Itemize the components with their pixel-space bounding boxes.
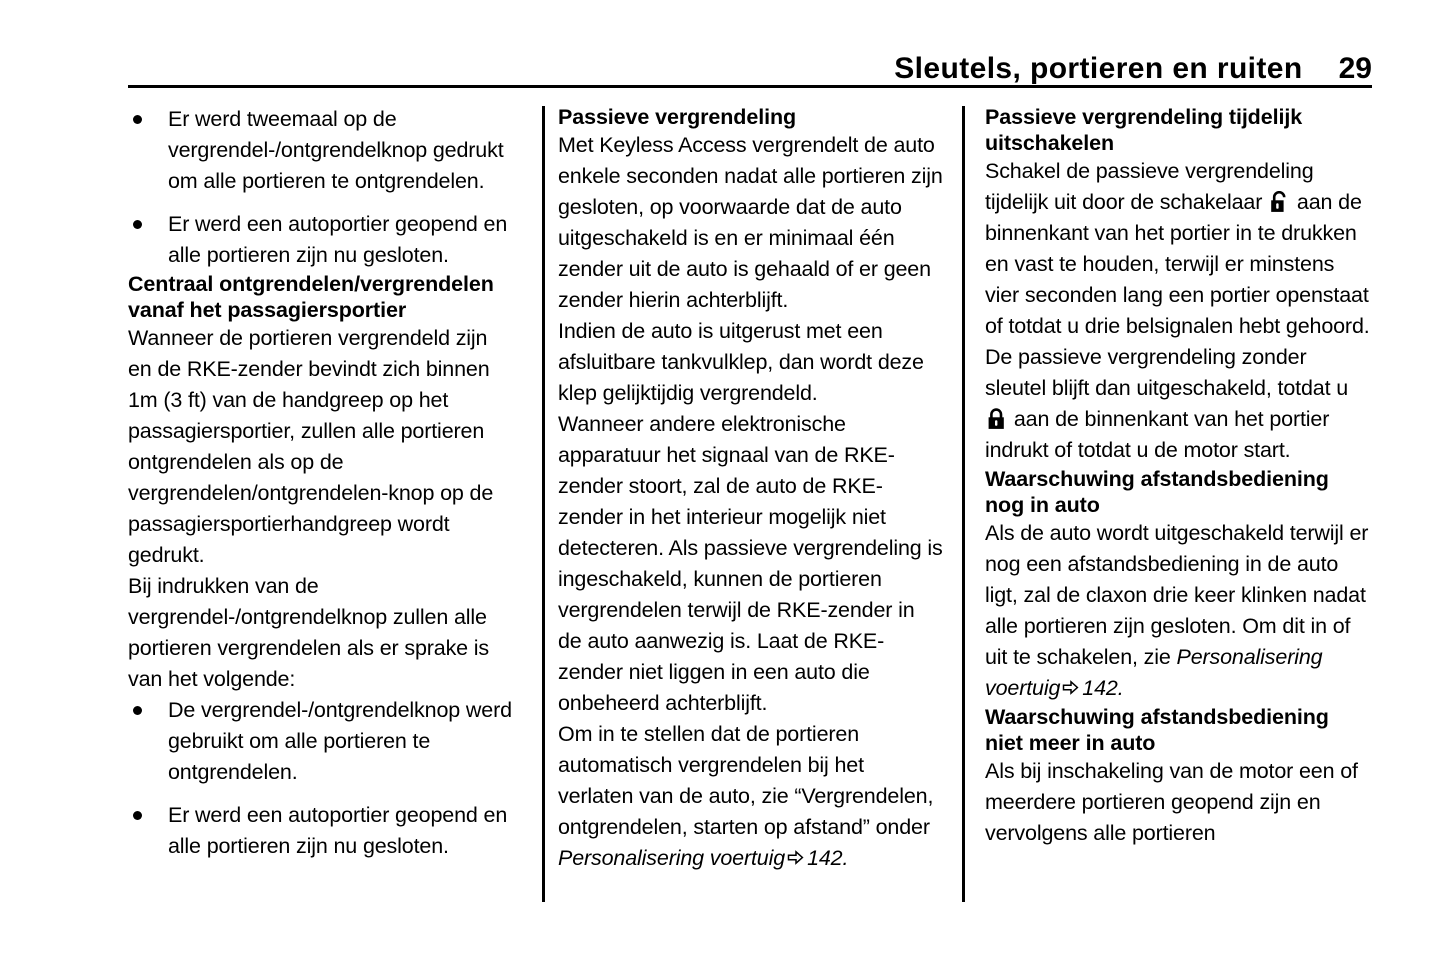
bullet-dot-icon [133,811,142,820]
cross-reference-arrow-icon [787,849,804,866]
unlock-icon [1270,191,1289,213]
cross-reference-period: . [1117,676,1124,700]
page-number: 29 [1338,52,1372,85]
column-1 [128,104,513,924]
cross-reference-period: . [842,846,849,870]
column-divider-2 [962,106,965,902]
list-item [128,800,513,862]
paragraph-passagiersportier: Wanneer de portieren vergrendeld zijn en de RKE-zender bevindt zich binnen 1m (3 ft) van de handgreep op het passagiersportier, zullen alle portieren ontgrendelen als op de vergrendelen/ontgrendelen-knop op de passagiersportierhandgreep wordt gedrukt. [128,326,494,567]
list-item [128,695,513,788]
paragraph-text-lead: Schakel de passieve vergrendeling tijdelijk uit door de schakelaar [985,159,1314,214]
paragraph-keyless-access: Met Keyless Access vergrendelt de auto enkele seconden nadat alle portieren zijn gesloten, op voorwaarde dat de auto uitgeschakeld is en er minimaal één zender uit de auto is gehaald of er geen zender hierin achterblijft. [558,133,943,312]
header-divider-rule [128,85,1372,88]
section-heading-waarschuwing-nog-in-auto: Waarschuwing afstandsbediening nog in auto [985,467,1329,517]
page-header [128,38,1372,84]
paragraph-waarschuwing-niet-meer-in-auto: Als bij inschakeling van de motor een of meerdere portieren geopend zijn en vervolgens alle portieren [985,759,1358,845]
paragraph-text-lead: Om in te stellen dat de portieren automatisch vergrendelen bij het verlaten van de auto, zie “Vergrendelen, ontgrendelen, starten op afstand” onder [558,722,934,839]
bullet-list-bottom [128,695,513,862]
cross-reference-label: Personalisering voertuig [985,645,1323,700]
bullet-dot-icon [133,115,142,124]
cross-reference-page: 142 [807,846,843,870]
paragraph-elektronische-apparatuur: Wanneer andere elektronische apparatuur het signaal van de RKE-zender stoort, zal de auto de RKE-zender in het interieur mogelijk niet detecteren. Als passieve vergrendeling is ingeschakeld, kunnen de portieren vergrendelen terwijl de RKE-zender in de auto aanwezig is. Laat de RKE-zender niet liggen in een auto die onbeheerd achterblijft. [558,412,943,715]
paragraph-text-tail: aan de binnenkant van het portier indrukt of totdat u de motor start. [985,407,1330,462]
paragraph-tijdelijk-uitschakelen [985,156,1370,466]
paragraph-vergrendelknop: Bij indrukken van de vergrendel-/ontgrendelknop zullen alle portieren vergrendelen als er sprake is van het volgende: [128,574,490,691]
section-heading-passieve-vergrendeling: Passieve vergrendeling [558,105,797,129]
column-divider-1 [542,106,545,902]
bullet-dot-icon [133,220,142,229]
bullet-dot-icon [133,706,142,715]
column-3 [985,104,1370,924]
content-columns [0,104,1445,924]
list-item [128,209,513,271]
list-item-text: Er werd een autoportier geopend en alle portieren zijn nu gesloten. [168,803,508,858]
section-heading-waarschuwing-niet-meer-in-auto: Waarschuwing afstandsbediening niet meer in auto [985,705,1329,755]
paragraph-tankvulklep: Indien de auto is uitgerust met een afsluitbare tankvulklep, dan wordt deze klep gelijktijdig vergrendeld. [558,319,924,405]
section-heading-tijdelijk-uitschakelen: Passieve vergrendeling tijdelijk uitschakelen [985,105,1303,155]
cross-reference-page: 142 [1082,676,1118,700]
paragraph-automatisch-vergrendelen [558,719,943,874]
page-title: Sleutels, portieren en ruiten [894,52,1303,85]
list-item-text: Er werd tweemaal op de vergrendel-/ontgrendelknop gedrukt om alle portieren te ontgrendelen. [168,107,504,193]
list-item-text: Er werd een autoportier geopend en alle portieren zijn nu gesloten. [168,212,508,267]
cross-reference-label: Personalisering voertuig [558,846,786,870]
paragraph-text-lead: Als de auto wordt uitgeschakeld terwijl er nog een afstandsbediening in de auto ligt, zal de claxon drie keer klinken nadat alle portieren zijn gesloten. Om dit in of uit te schakelen, zie [985,521,1369,669]
list-item-text: De vergrendel-/ontgrendelknop werd gebruikt om alle portieren te ontgrendelen. [168,698,512,784]
bullet-list-top [128,104,513,271]
section-heading-centraal-ontgrendelen: Centraal ontgrendelen/vergrendelen vanaf het passagiersportier [128,272,494,322]
paragraph-text-middle: aan de binnenkant van het portier in te drukken en vast te houden, terwijl er minstens vier seconden lang een portier openstaat of totdat u drie belsignalen hebt gehoord. De passieve vergrendeling zonder sleutel blijft dan uitgeschakeld, totdat u [985,190,1370,400]
lock-icon [987,408,1006,430]
list-item [128,104,513,197]
cross-reference-arrow-icon [1062,679,1079,696]
column-2 [558,104,943,924]
paragraph-waarschuwing-nog-in-auto [985,518,1370,704]
